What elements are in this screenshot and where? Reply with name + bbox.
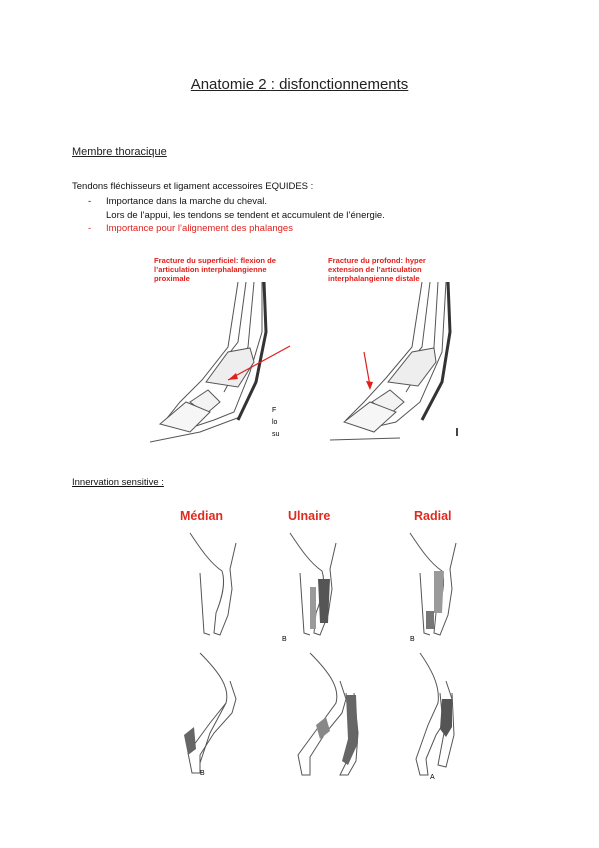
list-item: Lors de l’appui, les tendons se tendent et accumulent de l’énergie. <box>106 209 385 221</box>
tendon-fracture-figure <box>150 252 462 448</box>
page-title: Anatomie 2 : disfonctionnements <box>190 76 409 93</box>
innervation-illustration <box>170 503 466 787</box>
innervation-figure <box>170 503 466 787</box>
panel-letter: B <box>410 636 415 643</box>
right-caption: Fracture du profond: hyper extension de l’articulation interphalangienne distale <box>328 256 426 283</box>
innervation-heading: Innervation sensitive : <box>72 477 164 488</box>
left-caption: Fracture du superficiel: flexion de l’articulation interphalangienne proximale <box>154 256 276 283</box>
median-label: Médian <box>180 509 224 523</box>
list-item: - Importance dans la marche du cheval. <box>88 196 268 207</box>
list-item: - Importance pour l’alignement des phalanges <box>88 223 293 234</box>
radial-label: Radial <box>414 509 452 523</box>
panel-letter: A <box>430 774 435 781</box>
bullet-list <box>88 195 385 236</box>
section-heading: Membre thoracique <box>72 146 167 158</box>
panel-letter: B <box>200 770 205 777</box>
side-letter: su <box>272 431 280 438</box>
side-letter: F <box>272 407 277 414</box>
subsection-heading: Tendons fléchisseurs et ligament accessoires EQUIDES : <box>72 181 314 192</box>
panel-letter: B <box>282 636 287 643</box>
ulnaire-label: Ulnaire <box>288 509 331 523</box>
side-letter: lo <box>272 419 278 426</box>
